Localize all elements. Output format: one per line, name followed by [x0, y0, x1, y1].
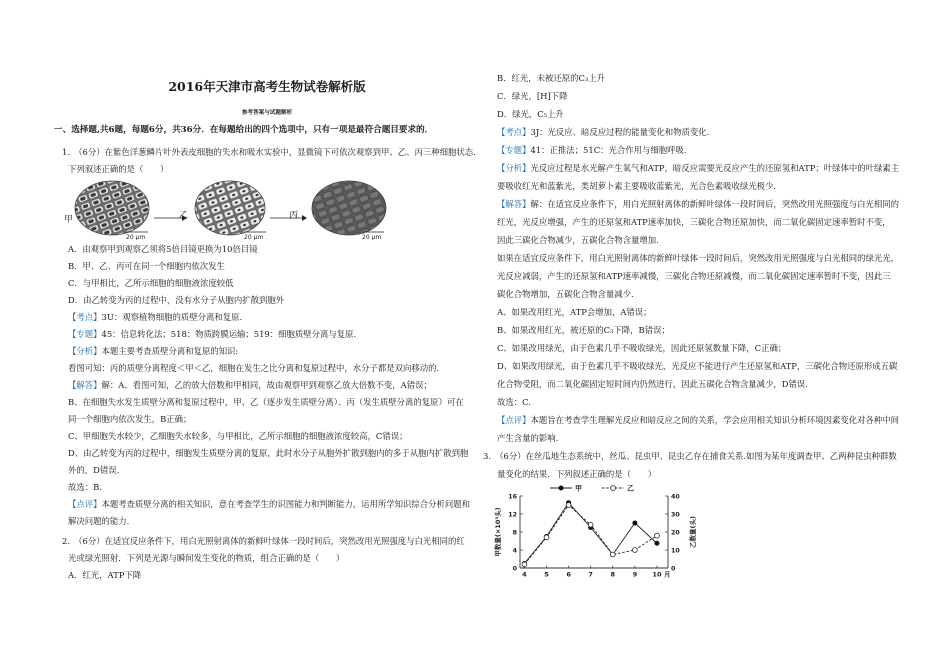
- line-text: 本题考查质壁分离的相关知识，意在考查学生的识图能力和判断能力，运用所学知识综合分析问题和: [101, 499, 470, 509]
- right-text-line: [497, 70, 605, 87]
- section-tag: 【分析】: [497, 163, 531, 173]
- left-text-line: [68, 479, 102, 496]
- line-text: 产生含量的影响.: [497, 433, 559, 443]
- line-text: C．与甲相比，乙所示细胞的细胞液浓度较低: [68, 278, 234, 288]
- line-text: 2. （6分）在适宜反应条件下，用白光照射离体的新鲜叶绿体一段时间后，突然改用光照强度与白光相同的红: [62, 536, 465, 546]
- right-text-line: [497, 250, 899, 267]
- right-text-line: [497, 430, 558, 447]
- series-2-point: [588, 522, 593, 527]
- x-tick-label: 10: [652, 570, 662, 579]
- line-text: 3. （6分）在丝瓜地生态系统中，丝瓜、昆虫甲、昆虫乙存在捕食关系.如图为某年度调查甲、乙两种昆虫种群数: [483, 451, 897, 461]
- line-text: A．由观察甲到观察乙须将5倍目镜更换为10倍目镜: [68, 244, 258, 254]
- left-text-line: [68, 292, 284, 309]
- left-tick-label: 8: [512, 529, 517, 537]
- line-text: B、如果改用红光，被还原的C₃下降，B错误；: [497, 325, 670, 335]
- right-text-line: [497, 268, 891, 285]
- right-tick-label: 10: [671, 547, 680, 555]
- line-text: 1. （6分）在紫色洋葱鳞片叶外表皮细胞的失水和吸水实验中，显微镜下可依次观察到甲、乙、丙三种细胞状态.: [62, 147, 476, 157]
- x-tick-label: 7: [588, 570, 593, 579]
- left-text-line: [68, 360, 439, 377]
- left-text-line: [68, 513, 129, 530]
- line-text: 要吸收红光和蓝紫光，类胡萝卜素主要吸收蓝紫光，光合色素吸收绿光极少.: [497, 181, 777, 191]
- line-text: 下列叙述正确的是（ ）: [68, 164, 169, 174]
- right-text-line: [497, 196, 899, 213]
- label-jia: 甲: [64, 215, 74, 225]
- series-1-point: [654, 541, 659, 546]
- left-text-line: [68, 411, 191, 428]
- left-text-line: [68, 462, 119, 479]
- right-text-line: [497, 232, 659, 249]
- right-text-line: [497, 466, 656, 483]
- line-text: A．红光，ATP下降: [68, 570, 142, 580]
- section-tag: 【专题】: [68, 329, 102, 339]
- line-text: 45：信息转化法；518：物质跨膜运输；519：细胞质壁分离与复原.: [101, 329, 357, 339]
- x-tick-label: 6: [566, 570, 571, 579]
- line-text: 光或绿光照射．下列是光源与瞬间发生变化的物质，组合正确的是（ ）: [68, 553, 345, 563]
- right-text-line: [497, 106, 564, 123]
- page-subtitle: 参考答案与试题解析: [241, 110, 293, 116]
- line-text: B、在细胞失水发生质壁分离和复原过程中，甲、乙（逐步发生质壁分离）、丙（发生质壁分离的复原）可在: [68, 397, 464, 407]
- left-tick-label: 12: [508, 511, 517, 519]
- right-tick-label: 20: [671, 529, 680, 537]
- line-text: 化合物受阻，而二氧化碳固定短时间内仍然进行，因此五碳化合物含量减少，D错误.: [497, 379, 808, 389]
- x-tick-label: 5: [544, 570, 549, 579]
- line-text: D、由乙转变为丙的过程中，细胞发生质壁分离的复原，此时水分子从胞外扩散到胞内的多于从胞内扩散到胞: [68, 448, 469, 458]
- cell-figure: [58, 178, 398, 240]
- section-tag: 【专题】: [497, 145, 531, 155]
- scale-label-3: 20 μm: [362, 234, 382, 240]
- line-text: 因此三碳化合物减少，五碳化合物含量增加.: [497, 235, 659, 245]
- x-tick-label: 8: [610, 570, 616, 579]
- left-text-line: [68, 496, 470, 513]
- section-tag: 【考点】: [68, 312, 102, 322]
- line-text: 本题旨在考查学生理解光反应和暗反应之间的关系，学会应用相关知识分析环境因素变化对各种中间: [530, 415, 899, 425]
- right-text-line: [497, 412, 899, 429]
- section-tag: 【解答】: [497, 199, 531, 209]
- left-text-line: [68, 258, 225, 275]
- right-text-line: [497, 124, 709, 141]
- series-2-point: [610, 552, 615, 557]
- right-text-line: [497, 376, 808, 393]
- left-text-line: [68, 343, 238, 360]
- population-chart: [490, 482, 710, 587]
- line-text: 解决问题的能力.: [68, 516, 130, 526]
- x-tick-label: 4: [522, 570, 527, 579]
- left-text-line: [62, 533, 465, 550]
- line-text: 故选：C.: [497, 397, 531, 407]
- right-tick-label: 0: [671, 565, 676, 573]
- line-text: 量变化的结果．下列叙述正确的是（ ）: [497, 469, 657, 479]
- left-text-line: [68, 394, 464, 411]
- right-text-line: [497, 358, 897, 375]
- line-text: 解：在适宜反应条件下，用白光照射离体的新鲜叶绿体一段时间后，突然改用光照强度与白光相同的: [530, 199, 899, 209]
- line-text: 外的，D错误.: [68, 465, 120, 475]
- section-tag: 【点评】: [497, 415, 531, 425]
- line-text: D．由乙转变为丙的过程中，没有水分子从胞内扩散到胞外: [68, 295, 285, 305]
- right-text-line: [497, 142, 687, 159]
- y-label-right: 乙数量(头): [689, 516, 697, 548]
- legend-label-2: 乙: [627, 484, 634, 493]
- cell-image-2: [195, 181, 266, 240]
- line-text: D、如果改用绿光，由于色素几乎不吸收绿光，光反应不能进行产生还原氢和ATP，三碳化合物还原形成五碳: [497, 361, 898, 371]
- right-text-line: [497, 178, 776, 195]
- right-text-line: [497, 394, 531, 411]
- line-text: C．绿光，[H]下降: [497, 91, 568, 101]
- section-tag: 【考点】: [497, 127, 531, 137]
- scale-label-1: 20 μm: [126, 234, 146, 240]
- series-2-point: [544, 535, 549, 540]
- line-text: 3U：观察植物细胞的质壁分离和复原.: [101, 312, 243, 322]
- legend-label-1: 甲: [575, 484, 582, 493]
- right-text-line: [497, 160, 899, 177]
- label-bing: 丙: [289, 211, 299, 221]
- right-text-line: [497, 322, 670, 339]
- line-text: 红光，光反应增强，产生的还原氢和ATP速率加快，三碳化合物还原加快，而二氧化碳固定速率暂时不变，: [497, 217, 891, 227]
- line-text: 碳化合物增加，五碳化合物含量减少.: [497, 289, 634, 299]
- left-text-line: [68, 567, 141, 584]
- line-text: B．红光，未被还原的C₃上升: [497, 73, 606, 83]
- right-tick-label: 30: [671, 511, 680, 519]
- x-unit-label: 月: [664, 570, 671, 579]
- line-text: 本题主要考查质壁分离和复原的知识:: [101, 346, 239, 356]
- right-text-line: [483, 448, 897, 465]
- left-text-line: [68, 241, 258, 258]
- series-line-2: [524, 505, 657, 564]
- line-text: 解：A、看图可知，乙的放大倍数和甲相同，故由观察甲到观察乙放大倍数不变，A错误；: [101, 380, 432, 390]
- left-text-line: [68, 275, 234, 292]
- right-text-line: [497, 88, 568, 105]
- left-text-line: [62, 144, 476, 161]
- y-label-left: 甲数量(×10³头): [494, 507, 502, 557]
- line-text: C、甲细胞失水较少，乙细胞失水较多，与甲相比，乙所示细胞的细胞液浓度较高，C错误；: [68, 431, 408, 441]
- line-text: B．甲、乙、丙可在同一个细胞内依次发生: [68, 261, 225, 271]
- left-text-line: [68, 377, 432, 394]
- series-2-point: [522, 562, 527, 567]
- line-text: 看图可知：丙的质壁分离程度＜甲＜乙，细胞在发生之比分离和复原过程中，水分子都是双向移动的.: [68, 363, 440, 373]
- series-1-point: [632, 521, 637, 526]
- right-text-line: [497, 286, 634, 303]
- cell-image-1: [75, 181, 149, 240]
- line-text: C、如果改用绿光，由于色素几乎不吸收绿光，因此还原氢数量下降，C正确；: [497, 343, 787, 353]
- left-text-line: [68, 550, 344, 567]
- line-text: 光反应减弱，产生的还原氢和ATP速率减慢，三碳化合物还原减慢，而二氧化碳固定速率暂时不变，因此三: [497, 271, 891, 281]
- cell-image-3: [312, 181, 386, 240]
- section-tag: 【点评】: [68, 499, 102, 509]
- left-tick-label: 0: [512, 565, 517, 573]
- line-text: 光反应过程是水光解产生氧气和ATP，暗反应需要光反应产生的还原氢和ATP；叶绿体中的叶绿素主: [530, 163, 900, 173]
- scale-label-2: 20 μm: [244, 234, 264, 240]
- section-heading: 一、选择题,共6题，每题6分，共36分．在每题给出的四个选项中，只有一项是最符合题目要求的．: [54, 125, 434, 135]
- line-text: 41：正推法；51C：光合作用与细胞呼吸.: [530, 145, 687, 155]
- left-text-line: [68, 309, 242, 326]
- left-text-line: [68, 161, 169, 178]
- series-2-point: [632, 548, 637, 553]
- left-text-line: [68, 445, 468, 462]
- legend-marker-2: [611, 486, 616, 491]
- line-text: A、如果改用红光，ATP会增加，A错误；: [497, 307, 652, 317]
- series-2-point: [655, 533, 660, 538]
- line-text: 同一个细胞内依次发生，B正确；: [68, 414, 192, 424]
- legend-marker-1: [559, 486, 564, 491]
- line-text: D．绿光，C₅上升: [497, 109, 564, 119]
- right-text-line: [497, 340, 786, 357]
- right-text-line: [497, 304, 652, 321]
- right-text-line: [497, 214, 891, 231]
- page-title: 2016年天津市高考生物试卷解析版: [168, 79, 366, 94]
- section-tag: 【分析】: [68, 346, 102, 356]
- x-tick-label: 9: [632, 570, 638, 579]
- line-text: 如果在适宜反应条件下，用白光照射离体的新鲜叶绿体一段时间后，突然改用光照强度与白光相同的绿光光，: [497, 253, 899, 263]
- left-tick-label: 4: [512, 547, 517, 555]
- label-yi: 乙: [179, 211, 189, 221]
- line-text: 3J：光反应、暗反应过程的能量变化和物质变化.: [530, 127, 710, 137]
- series-2-point: [566, 503, 571, 508]
- section-tag: 【解答】: [68, 380, 102, 390]
- left-text-line: [68, 326, 356, 343]
- right-tick-label: 40: [671, 493, 680, 501]
- left-tick-label: 16: [508, 493, 517, 501]
- left-text-line: [68, 428, 407, 445]
- series-line-1: [524, 503, 657, 564]
- line-text: 故选：B.: [68, 482, 102, 492]
